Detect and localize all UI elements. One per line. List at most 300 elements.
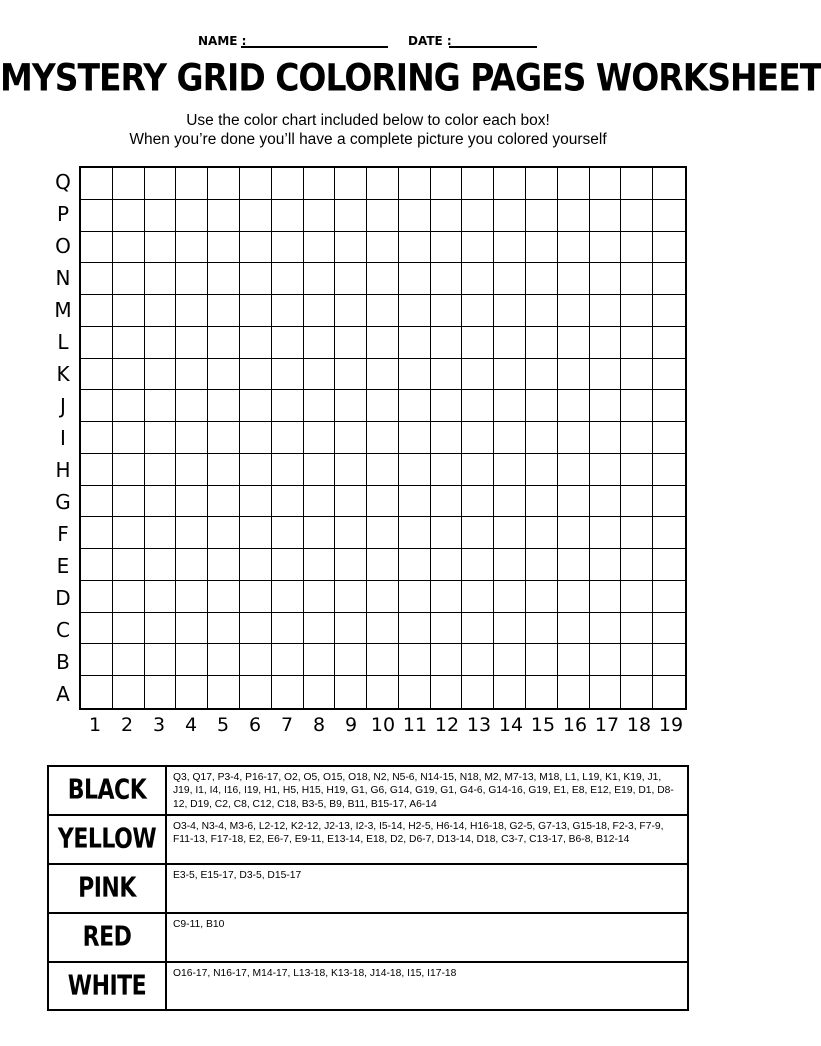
grid-cell[interactable] [81, 454, 113, 486]
grid-cell[interactable] [272, 168, 304, 200]
grid-cell[interactable] [208, 581, 240, 613]
grid-cell[interactable] [558, 327, 590, 359]
grid-cell[interactable] [176, 549, 208, 581]
grid-cell[interactable] [462, 263, 494, 295]
grid-cell[interactable] [526, 581, 558, 613]
grid-cell[interactable] [304, 486, 336, 518]
grid-cell[interactable] [526, 644, 558, 676]
grid-cell[interactable] [526, 676, 558, 708]
grid-cell[interactable] [653, 200, 685, 232]
grid-cell[interactable] [304, 454, 336, 486]
grid-cell[interactable] [81, 359, 113, 391]
grid-cell[interactable] [145, 517, 177, 549]
grid-cell[interactable] [431, 295, 463, 327]
grid-cell[interactable] [304, 422, 336, 454]
grid-cell[interactable] [367, 517, 399, 549]
grid-cell[interactable] [113, 232, 145, 264]
grid-cell[interactable] [335, 232, 367, 264]
grid-cell[interactable] [240, 676, 272, 708]
grid-cell[interactable] [240, 549, 272, 581]
grid-cell[interactable] [367, 295, 399, 327]
grid-cell[interactable] [240, 486, 272, 518]
grid-cell[interactable] [399, 517, 431, 549]
grid-cell[interactable] [176, 168, 208, 200]
grid-cell[interactable] [431, 644, 463, 676]
grid-cell[interactable] [653, 359, 685, 391]
grid-cell[interactable] [335, 613, 367, 645]
grid-cell[interactable] [304, 200, 336, 232]
grid-cell[interactable] [558, 613, 590, 645]
grid-cell[interactable] [304, 613, 336, 645]
grid-cell[interactable] [335, 263, 367, 295]
grid-cell[interactable] [272, 327, 304, 359]
grid-cell[interactable] [304, 676, 336, 708]
grid-cell[interactable] [526, 549, 558, 581]
grid-cell[interactable] [431, 613, 463, 645]
grid-cell[interactable] [176, 454, 208, 486]
grid-cell[interactable] [335, 422, 367, 454]
grid-cell[interactable] [462, 390, 494, 422]
grid-cell[interactable] [621, 168, 653, 200]
grid-cell[interactable] [304, 263, 336, 295]
grid-cell[interactable] [653, 263, 685, 295]
grid-cell[interactable] [590, 359, 622, 391]
grid-cell[interactable] [462, 200, 494, 232]
grid-cell[interactable] [558, 644, 590, 676]
grid-cell[interactable] [367, 168, 399, 200]
grid-cell[interactable] [240, 359, 272, 391]
grid-cell[interactable] [526, 454, 558, 486]
grid-cell[interactable] [494, 168, 526, 200]
grid-cell[interactable] [526, 168, 558, 200]
grid-cell[interactable] [399, 613, 431, 645]
grid-cell[interactable] [621, 644, 653, 676]
grid-cell[interactable] [367, 232, 399, 264]
grid-cell[interactable] [240, 422, 272, 454]
grid-cell[interactable] [399, 232, 431, 264]
grid-cell[interactable] [621, 200, 653, 232]
grid-cell[interactable] [208, 295, 240, 327]
grid-cell[interactable] [558, 549, 590, 581]
grid-cell[interactable] [494, 263, 526, 295]
grid-cell[interactable] [304, 295, 336, 327]
grid-cell[interactable] [526, 200, 558, 232]
grid-cell[interactable] [431, 422, 463, 454]
grid-cell[interactable] [653, 295, 685, 327]
grid-cell[interactable] [621, 295, 653, 327]
grid-cell[interactable] [431, 517, 463, 549]
grid-cell[interactable] [558, 359, 590, 391]
grid-cell[interactable] [208, 549, 240, 581]
grid-cell[interactable] [494, 454, 526, 486]
grid-cell[interactable] [272, 390, 304, 422]
grid-cell[interactable] [335, 486, 367, 518]
grid-cell[interactable] [113, 517, 145, 549]
grid-cell[interactable] [145, 168, 177, 200]
grid-cell[interactable] [494, 327, 526, 359]
grid-cell[interactable] [145, 359, 177, 391]
grid-cell[interactable] [113, 581, 145, 613]
grid-cell[interactable] [272, 454, 304, 486]
grid-cell[interactable] [462, 232, 494, 264]
grid-cell[interactable] [272, 200, 304, 232]
grid-cell[interactable] [176, 295, 208, 327]
grid-cell[interactable] [81, 168, 113, 200]
grid-cell[interactable] [81, 581, 113, 613]
grid-cell[interactable] [590, 295, 622, 327]
grid-cell[interactable] [462, 613, 494, 645]
grid-cell[interactable] [367, 263, 399, 295]
grid-cell[interactable] [621, 517, 653, 549]
grid-cell[interactable] [462, 295, 494, 327]
grid-cell[interactable] [494, 390, 526, 422]
grid-cell[interactable] [335, 644, 367, 676]
grid-cell[interactable] [621, 581, 653, 613]
grid-cell[interactable] [208, 486, 240, 518]
grid-cell[interactable] [526, 232, 558, 264]
grid-cell[interactable] [653, 486, 685, 518]
grid-cell[interactable] [399, 422, 431, 454]
grid-cell[interactable] [494, 200, 526, 232]
grid-cell[interactable] [462, 549, 494, 581]
grid-cell[interactable] [462, 168, 494, 200]
grid-cell[interactable] [272, 613, 304, 645]
grid-cell[interactable] [653, 390, 685, 422]
grid-cell[interactable] [621, 390, 653, 422]
grid-cell[interactable] [462, 486, 494, 518]
grid-cell[interactable] [590, 232, 622, 264]
grid-cell[interactable] [431, 359, 463, 391]
grid-cell[interactable] [145, 454, 177, 486]
grid-cell[interactable] [304, 581, 336, 613]
grid-cell[interactable] [176, 676, 208, 708]
grid-cell[interactable] [653, 549, 685, 581]
grid-cell[interactable] [176, 263, 208, 295]
grid-cell[interactable] [145, 200, 177, 232]
grid-cell[interactable] [590, 486, 622, 518]
grid-cell[interactable] [653, 422, 685, 454]
grid-cell[interactable] [399, 295, 431, 327]
grid-cell[interactable] [462, 676, 494, 708]
grid-cell[interactable] [558, 517, 590, 549]
grid-cell[interactable] [367, 581, 399, 613]
grid-cell[interactable] [176, 200, 208, 232]
grid-cell[interactable] [494, 613, 526, 645]
grid-cell[interactable] [81, 232, 113, 264]
grid-cell[interactable] [113, 613, 145, 645]
grid-cell[interactable] [272, 549, 304, 581]
grid-cell[interactable] [367, 390, 399, 422]
grid-cell[interactable] [81, 295, 113, 327]
grid-cell[interactable] [590, 613, 622, 645]
grid-cell[interactable] [558, 232, 590, 264]
grid-cell[interactable] [462, 359, 494, 391]
grid-cell[interactable] [81, 676, 113, 708]
grid-cell[interactable] [304, 168, 336, 200]
grid-cell[interactable] [335, 327, 367, 359]
grid-cell[interactable] [590, 676, 622, 708]
grid-cell[interactable] [494, 295, 526, 327]
grid-cell[interactable] [367, 486, 399, 518]
grid-cell[interactable] [145, 390, 177, 422]
grid-cell[interactable] [653, 517, 685, 549]
grid-cell[interactable] [590, 168, 622, 200]
grid-cell[interactable] [81, 517, 113, 549]
grid-cell[interactable] [145, 549, 177, 581]
grid-cell[interactable] [431, 549, 463, 581]
grid-cell[interactable] [145, 232, 177, 264]
grid-cell[interactable] [399, 549, 431, 581]
grid-cell[interactable] [240, 295, 272, 327]
grid-cell[interactable] [145, 581, 177, 613]
grid-cell[interactable] [81, 549, 113, 581]
grid-cell[interactable] [431, 327, 463, 359]
grid-cell[interactable] [208, 613, 240, 645]
grid-cell[interactable] [367, 676, 399, 708]
grid-cell[interactable] [176, 613, 208, 645]
grid-cell[interactable] [272, 517, 304, 549]
grid-cell[interactable] [145, 676, 177, 708]
grid-cell[interactable] [81, 486, 113, 518]
grid-cell[interactable] [590, 581, 622, 613]
grid-cell[interactable] [113, 327, 145, 359]
grid-cell[interactable] [335, 295, 367, 327]
grid-cell[interactable] [526, 613, 558, 645]
grid-cell[interactable] [272, 263, 304, 295]
grid-cell[interactable] [590, 454, 622, 486]
grid-cell[interactable] [590, 549, 622, 581]
grid-cell[interactable] [558, 422, 590, 454]
grid-cell[interactable] [621, 613, 653, 645]
grid-cell[interactable] [81, 263, 113, 295]
grid-cell[interactable] [145, 327, 177, 359]
grid-cell[interactable] [653, 644, 685, 676]
grid-cell[interactable] [81, 644, 113, 676]
grid-cell[interactable] [208, 517, 240, 549]
grid-cell[interactable] [208, 644, 240, 676]
grid-cell[interactable] [304, 232, 336, 264]
grid-cell[interactable] [494, 486, 526, 518]
grid-cell[interactable] [526, 327, 558, 359]
grid-cell[interactable] [558, 295, 590, 327]
grid-cell[interactable] [272, 422, 304, 454]
grid-cell[interactable] [653, 581, 685, 613]
grid-cell[interactable] [462, 517, 494, 549]
grid-cell[interactable] [240, 517, 272, 549]
grid-cell[interactable] [335, 581, 367, 613]
grid-cell[interactable] [653, 613, 685, 645]
grid-cell[interactable] [113, 644, 145, 676]
grid-cell[interactable] [208, 359, 240, 391]
grid-cell[interactable] [462, 644, 494, 676]
grid-cell[interactable] [526, 359, 558, 391]
grid-cell[interactable] [494, 644, 526, 676]
grid-cell[interactable] [431, 232, 463, 264]
grid-cell[interactable] [145, 644, 177, 676]
grid-cell[interactable] [304, 517, 336, 549]
grid-cell[interactable] [208, 263, 240, 295]
grid-cell[interactable] [494, 359, 526, 391]
grid-cell[interactable] [526, 422, 558, 454]
grid-cell[interactable] [176, 581, 208, 613]
grid-cell[interactable] [176, 359, 208, 391]
grid-cell[interactable] [494, 422, 526, 454]
grid-cell[interactable] [494, 232, 526, 264]
grid-cell[interactable] [113, 486, 145, 518]
grid-cell[interactable] [113, 676, 145, 708]
grid-cell[interactable] [431, 263, 463, 295]
grid-cell[interactable] [208, 454, 240, 486]
grid-cell[interactable] [208, 232, 240, 264]
grid-cell[interactable] [335, 549, 367, 581]
grid-cell[interactable] [240, 327, 272, 359]
grid-cell[interactable] [113, 390, 145, 422]
grid-cell[interactable] [526, 486, 558, 518]
grid-cell[interactable] [590, 390, 622, 422]
grid-cell[interactable] [526, 263, 558, 295]
grid-cell[interactable] [176, 644, 208, 676]
grid-cell[interactable] [621, 263, 653, 295]
grid-cell[interactable] [113, 168, 145, 200]
grid-cell[interactable] [431, 390, 463, 422]
grid-cell[interactable] [304, 327, 336, 359]
grid-cell[interactable] [590, 327, 622, 359]
grid-cell[interactable] [399, 581, 431, 613]
grid-cell[interactable] [176, 517, 208, 549]
grid-cell[interactable] [272, 644, 304, 676]
grid-cell[interactable] [240, 644, 272, 676]
grid-cell[interactable] [367, 422, 399, 454]
grid-cell[interactable] [208, 676, 240, 708]
grid-cell[interactable] [590, 263, 622, 295]
grid-cell[interactable] [145, 486, 177, 518]
grid-cell[interactable] [240, 581, 272, 613]
grid-cell[interactable] [526, 295, 558, 327]
grid-cell[interactable] [176, 486, 208, 518]
grid-cell[interactable] [81, 327, 113, 359]
grid-cell[interactable] [335, 517, 367, 549]
grid-cell[interactable] [399, 644, 431, 676]
grid-cell[interactable] [590, 422, 622, 454]
grid-cell[interactable] [399, 263, 431, 295]
grid-cell[interactable] [558, 168, 590, 200]
grid-cell[interactable] [653, 676, 685, 708]
grid-cell[interactable] [431, 168, 463, 200]
grid-cell[interactable] [462, 327, 494, 359]
grid-cell[interactable] [335, 200, 367, 232]
grid-cell[interactable] [621, 454, 653, 486]
grid-cell[interactable] [113, 454, 145, 486]
grid-cell[interactable] [272, 359, 304, 391]
grid-cell[interactable] [558, 390, 590, 422]
grid-cell[interactable] [431, 676, 463, 708]
grid-cell[interactable] [145, 295, 177, 327]
grid-cell[interactable] [399, 327, 431, 359]
grid-cell[interactable] [621, 327, 653, 359]
grid-cell[interactable] [304, 359, 336, 391]
name-field[interactable] [241, 46, 388, 48]
grid-cell[interactable] [113, 263, 145, 295]
grid-cell[interactable] [208, 390, 240, 422]
grid-cell[interactable] [176, 422, 208, 454]
grid-cell[interactable] [399, 486, 431, 518]
grid-cell[interactable] [176, 232, 208, 264]
grid-cell[interactable] [272, 295, 304, 327]
grid-cell[interactable] [431, 486, 463, 518]
grid-cell[interactable] [367, 549, 399, 581]
grid-cell[interactable] [304, 390, 336, 422]
grid-cell[interactable] [176, 327, 208, 359]
grid-cell[interactable] [145, 263, 177, 295]
grid-cell[interactable] [335, 359, 367, 391]
grid-cell[interactable] [399, 200, 431, 232]
grid-cell[interactable] [399, 676, 431, 708]
grid-cell[interactable] [462, 422, 494, 454]
grid-cell[interactable] [590, 644, 622, 676]
grid-cell[interactable] [367, 613, 399, 645]
grid-cell[interactable] [621, 359, 653, 391]
grid-cell[interactable] [494, 517, 526, 549]
grid-cell[interactable] [558, 454, 590, 486]
grid-cell[interactable] [113, 200, 145, 232]
grid-cell[interactable] [431, 581, 463, 613]
grid-cell[interactable] [494, 676, 526, 708]
grid-cell[interactable] [240, 263, 272, 295]
grid-cell[interactable] [272, 581, 304, 613]
grid-cell[interactable] [272, 232, 304, 264]
grid-cell[interactable] [367, 644, 399, 676]
grid-cell[interactable] [240, 613, 272, 645]
grid-cell[interactable] [208, 327, 240, 359]
grid-cell[interactable] [240, 454, 272, 486]
grid-cell[interactable] [399, 359, 431, 391]
grid-cell[interactable] [653, 232, 685, 264]
grid-cell[interactable] [113, 295, 145, 327]
grid-cell[interactable] [240, 200, 272, 232]
grid-cell[interactable] [81, 200, 113, 232]
grid-cell[interactable] [240, 168, 272, 200]
grid-cell[interactable] [367, 327, 399, 359]
grid-cell[interactable] [240, 390, 272, 422]
grid-cell[interactable] [240, 232, 272, 264]
grid-cell[interactable] [494, 549, 526, 581]
grid-cell[interactable] [367, 200, 399, 232]
grid-cell[interactable] [304, 549, 336, 581]
grid-cell[interactable] [590, 517, 622, 549]
grid-cell[interactable] [653, 327, 685, 359]
grid-cell[interactable] [653, 168, 685, 200]
grid-cell[interactable] [176, 390, 208, 422]
grid-cell[interactable] [113, 549, 145, 581]
grid-cell[interactable] [621, 232, 653, 264]
grid-cell[interactable] [462, 454, 494, 486]
grid-cell[interactable] [621, 676, 653, 708]
grid-cell[interactable] [145, 613, 177, 645]
grid-cell[interactable] [81, 613, 113, 645]
grid-cell[interactable] [208, 200, 240, 232]
grid-cell[interactable] [113, 422, 145, 454]
grid-cell[interactable] [462, 581, 494, 613]
grid-cell[interactable] [558, 676, 590, 708]
grid-cell[interactable] [431, 200, 463, 232]
grid-cell[interactable] [145, 422, 177, 454]
grid-cell[interactable] [113, 359, 145, 391]
grid-cell[interactable] [335, 676, 367, 708]
grid-cell[interactable] [304, 644, 336, 676]
grid-cell[interactable] [367, 359, 399, 391]
grid-cell[interactable] [335, 454, 367, 486]
grid-cell[interactable] [399, 390, 431, 422]
